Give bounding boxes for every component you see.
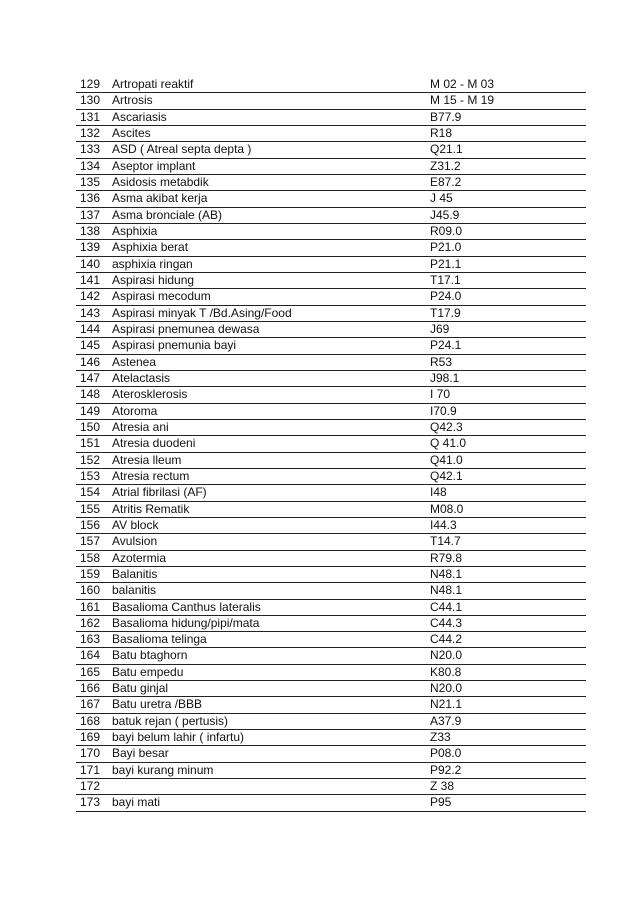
icd-code: I48	[430, 485, 447, 500]
icd-code: P24.0	[430, 289, 462, 304]
icd-code: Q41.0	[430, 452, 463, 467]
table-row	[76, 567, 586, 583]
diagnosis-name: Aspirasi minyak T /Bd.Asing/Food	[112, 305, 292, 320]
table-row	[76, 600, 586, 616]
icd-code: Z 38	[430, 779, 455, 794]
diagnosis-name: Aterosklerosis	[112, 387, 188, 402]
icd-code: Z31.2	[430, 158, 461, 173]
diagnosis-name: Atoroma	[112, 403, 158, 418]
icd-code: P08.0	[430, 746, 462, 761]
table-row	[76, 714, 586, 730]
row-number: 151	[80, 436, 101, 451]
diagnosis-name: Atelactasis	[112, 370, 171, 385]
icd-code: M 15 - M 19	[430, 93, 495, 108]
row-number: 161	[80, 599, 101, 614]
table-row	[76, 453, 586, 469]
icd-code: P95	[430, 795, 452, 810]
table-row	[76, 159, 586, 175]
diagnosis-name: Atresia rectum	[112, 468, 190, 483]
table-row	[76, 436, 586, 452]
diagnosis-name: Aspirasi mecodum	[112, 289, 211, 304]
table-row	[76, 404, 586, 420]
icd-code: K80.8	[430, 664, 462, 679]
diagnosis-name: Azotermia	[112, 550, 167, 565]
diagnosis-name: Artropati reaktif	[112, 77, 194, 91]
diagnosis-name: Balanitis	[112, 566, 158, 581]
diagnosis-name: Asma bronciale (AB)	[112, 207, 223, 222]
diagnosis-name: Aspirasi hidung	[112, 272, 195, 287]
diagnosis-name: Atresia duodeni	[112, 436, 196, 451]
icd-code: M08.0	[430, 501, 464, 516]
table-row	[76, 387, 586, 403]
table-row	[76, 681, 586, 697]
row-number: 136	[80, 191, 101, 206]
table-row	[76, 485, 586, 501]
table-row	[76, 371, 586, 387]
diagnosis-name: Bayi besar	[112, 746, 169, 761]
row-number: 158	[80, 550, 101, 565]
diagnosis-name: Asma akibat kerja	[112, 191, 208, 206]
table-row	[76, 93, 586, 109]
diagnosis-name: Basalioma telinga	[112, 632, 207, 647]
row-number: 134	[80, 158, 101, 173]
diagnosis-name: Batu empedu	[112, 664, 184, 679]
row-number: 130	[80, 93, 101, 108]
diagnosis-name: bayi kurang minum	[112, 762, 214, 777]
icd-code: C44.2	[430, 632, 463, 647]
table-row	[76, 240, 586, 256]
row-number: 171	[80, 762, 101, 777]
diagnosis-name: Atresia lleum	[112, 452, 182, 467]
icd-code: J 45	[430, 191, 453, 206]
row-number: 144	[80, 321, 101, 336]
icd-code: N20.0	[430, 648, 463, 663]
table-row	[76, 338, 586, 354]
row-number: 160	[80, 583, 101, 598]
table-row	[76, 191, 586, 207]
icd-code: Q42.3	[430, 419, 463, 434]
row-number: 168	[80, 713, 101, 728]
row-number: 153	[80, 468, 101, 483]
table-row	[76, 224, 586, 240]
row-number: 152	[80, 452, 101, 467]
diagnosis-name: bayi mati	[112, 795, 161, 810]
icd-code: I44.3	[430, 517, 457, 532]
diagnosis-name: Batu ginjal	[112, 681, 169, 696]
diagnosis-name: bayi belum lahir ( infartu)	[112, 730, 245, 745]
row-number: 156	[80, 517, 101, 532]
diagnosis-name: Ascites	[112, 125, 151, 140]
icd-code: C44.3	[430, 615, 463, 630]
row-number: 172	[80, 779, 101, 794]
row-number: 147	[80, 370, 101, 385]
row-number: 155	[80, 501, 101, 516]
icd-code: P21.1	[430, 256, 462, 271]
icd-code: J45.9	[430, 207, 460, 222]
table-row	[76, 175, 586, 191]
icd-code: P24.1	[430, 338, 462, 353]
row-number: 137	[80, 207, 101, 222]
diagnosis-name: Astenea	[112, 354, 157, 369]
table-row	[76, 665, 586, 681]
table-row	[76, 648, 586, 664]
diagnosis-name: Aseptor implant	[112, 158, 196, 173]
table-row	[76, 779, 586, 795]
table-row	[76, 469, 586, 485]
icd-code: E87.2	[430, 174, 462, 189]
diagnosis-name: batuk rejan ( pertusis)	[112, 713, 229, 728]
icd-code: R09.0	[430, 223, 463, 238]
table-row	[76, 730, 586, 746]
icd-code: T14.7	[430, 534, 461, 549]
diagnosis-code-table	[76, 77, 586, 812]
icd-code: P92.2	[430, 762, 462, 777]
table-row	[76, 795, 586, 811]
table-row	[76, 746, 586, 762]
row-number: 167	[80, 697, 101, 712]
row-number: 157	[80, 534, 101, 549]
diagnosis-name: Basalioma Canthus lateralis	[112, 599, 261, 614]
icd-code: Q21.1	[430, 142, 463, 157]
table-row	[76, 697, 586, 713]
icd-code: N20.0	[430, 681, 463, 696]
row-number: 146	[80, 354, 101, 369]
diagnosis-name: Asidosis metabdik	[112, 174, 209, 189]
row-number: 129	[80, 77, 101, 91]
row-number: 143	[80, 305, 101, 320]
diagnosis-name: Batu uretra /BBB	[112, 697, 203, 712]
row-number: 135	[80, 174, 101, 189]
icd-code: P21.0	[430, 240, 462, 255]
diagnosis-name: AV block	[112, 517, 159, 532]
row-number: 159	[80, 566, 101, 581]
table-row	[76, 583, 586, 599]
table-row	[76, 763, 586, 779]
row-number: 132	[80, 125, 101, 140]
table-row	[76, 208, 586, 224]
table-row	[76, 257, 586, 273]
icd-code: J98.1	[430, 370, 460, 385]
row-number: 142	[80, 289, 101, 304]
diagnosis-name: Batu btaghorn	[112, 648, 188, 663]
icd-code: M 02 - M 03	[430, 77, 495, 91]
diagnosis-name: Avulsion	[112, 534, 158, 549]
icd-code: R53	[430, 354, 453, 369]
icd-code: I70.9	[430, 403, 457, 418]
table-row	[76, 551, 586, 567]
row-number: 141	[80, 272, 101, 287]
table-row	[76, 126, 586, 142]
diagnosis-name: Basalioma hidung/pipi/mata	[112, 615, 260, 630]
row-number: 170	[80, 746, 101, 761]
icd-code: A37.9	[430, 713, 462, 728]
table-row	[76, 77, 586, 93]
row-number: 149	[80, 403, 101, 418]
row-number: 165	[80, 664, 101, 679]
table-row	[76, 273, 586, 289]
diagnosis-name: Ascariasis	[112, 109, 167, 124]
icd-code: N48.1	[430, 566, 463, 581]
row-number: 148	[80, 387, 101, 402]
row-number: 163	[80, 632, 101, 647]
icd-code: B77.9	[430, 109, 462, 124]
icd-code: R18	[430, 125, 453, 140]
row-number: 164	[80, 648, 101, 663]
row-number: 150	[80, 419, 101, 434]
row-number: 166	[80, 681, 101, 696]
icd-code: T17.1	[430, 272, 461, 287]
diagnosis-name: balanitis	[112, 583, 157, 598]
icd-code: N21.1	[430, 697, 463, 712]
diagnosis-name: Aspirasi pnemunia bayi	[112, 338, 237, 353]
table-row	[76, 306, 586, 322]
table-row	[76, 322, 586, 338]
diagnosis-name: asphixia ringan	[112, 256, 193, 271]
diagnosis-name: Atrial fibrilasi (AF)	[112, 485, 207, 500]
table-row	[76, 502, 586, 518]
diagnosis-name: Asphixia	[112, 223, 158, 238]
table-row	[76, 355, 586, 371]
row-number: 145	[80, 338, 101, 353]
icd-code: R79.8	[430, 550, 463, 565]
diagnosis-name: Artrosis	[112, 93, 153, 108]
table-row	[76, 632, 586, 648]
icd-code: Z33	[430, 730, 451, 745]
table-row	[76, 518, 586, 534]
table-row	[76, 289, 586, 305]
row-number: 133	[80, 142, 101, 157]
icd-code: Q 41.0	[430, 436, 467, 451]
icd-code: N48.1	[430, 583, 463, 598]
icd-code: T17.9	[430, 305, 461, 320]
table-row	[76, 142, 586, 158]
row-number: 131	[80, 109, 101, 124]
diagnosis-name: Atritis Rematik	[112, 501, 190, 516]
icd-code: I 70	[430, 387, 451, 402]
table-row	[76, 110, 586, 126]
table-row	[76, 616, 586, 632]
icd-code: J69	[430, 321, 450, 336]
row-number: 173	[80, 795, 101, 810]
row-number: 140	[80, 256, 101, 271]
diagnosis-name: Aspirasi pnemunea dewasa	[112, 321, 260, 336]
row-number: 154	[80, 485, 101, 500]
icd-code: Q42.1	[430, 468, 463, 483]
row-number: 138	[80, 223, 101, 238]
row-number: 162	[80, 615, 101, 630]
table-row	[76, 420, 586, 436]
icd-code: C44.1	[430, 599, 463, 614]
diagnosis-name: Atresia ani	[112, 419, 169, 434]
table-row	[76, 534, 586, 550]
diagnosis-name: ASD ( Atreal septa depta )	[112, 142, 252, 157]
diagnosis-name: Asphixia berat	[112, 240, 189, 255]
row-number: 139	[80, 240, 101, 255]
row-number: 169	[80, 730, 101, 745]
